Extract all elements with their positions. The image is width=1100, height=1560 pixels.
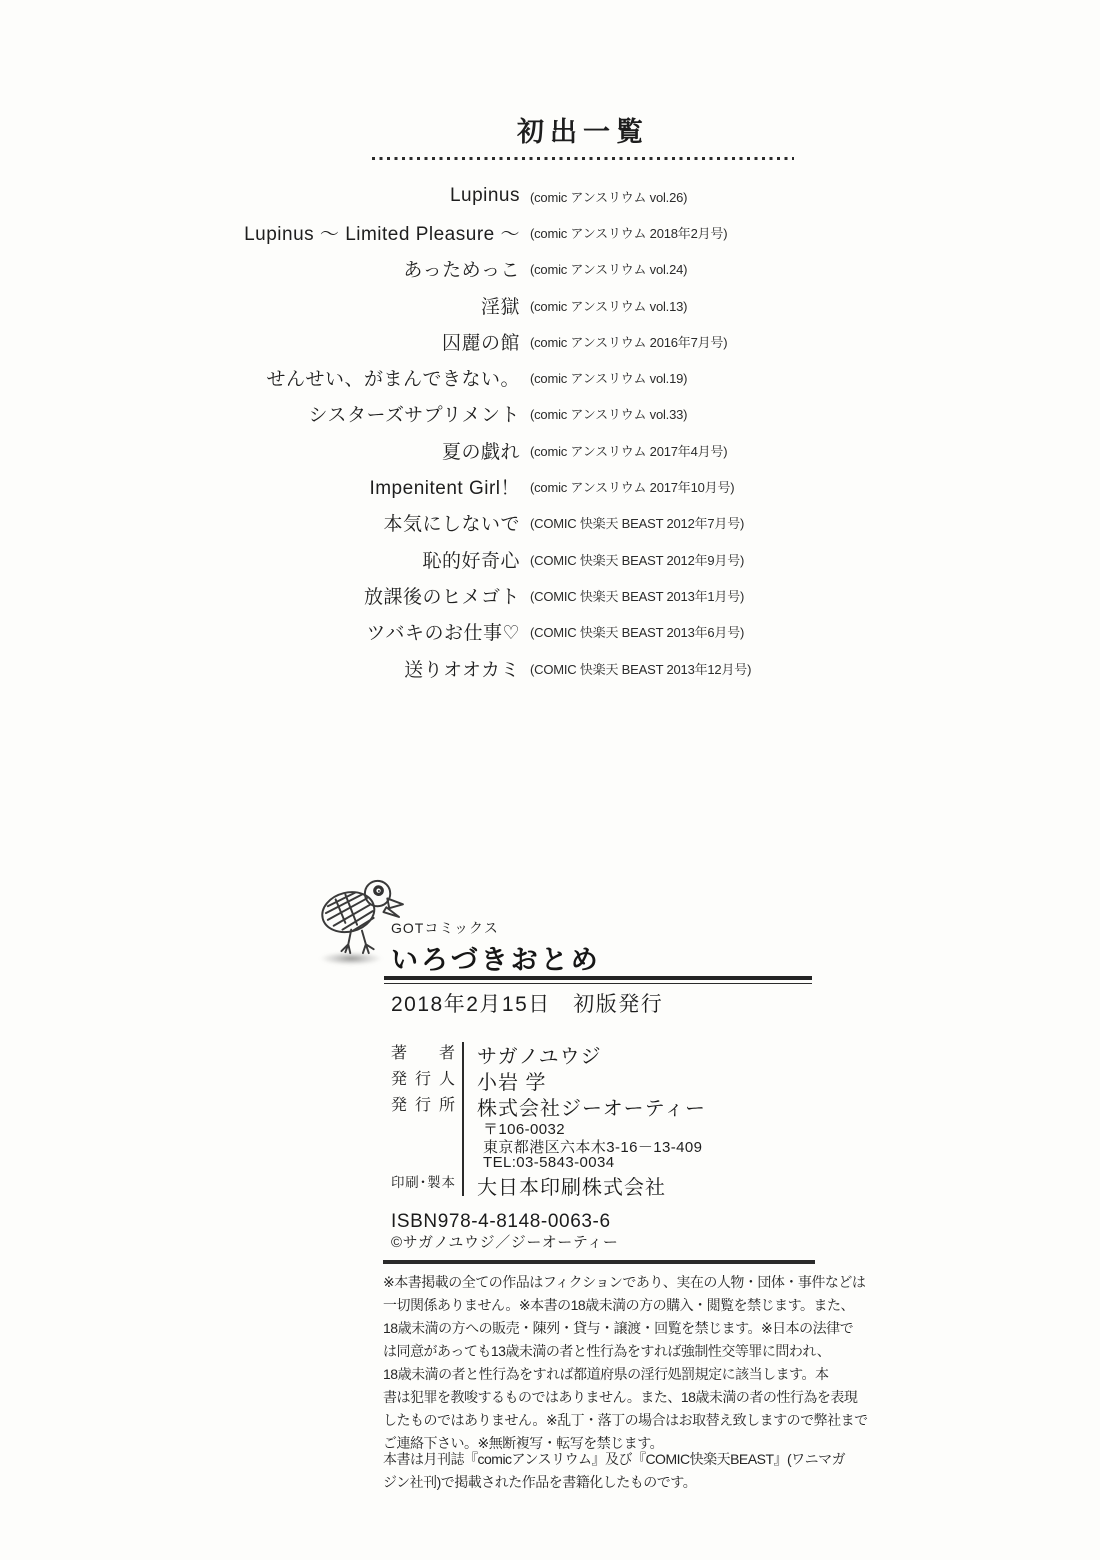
- edition-date: 2018年2月15日 初版発行: [391, 993, 664, 1016]
- credit-value: 小岩 学: [477, 1072, 547, 1094]
- credit-row-publisher-company: [391, 1092, 706, 1121]
- work-source: (COMIC 快楽天 BEAST 2012年7月号): [530, 516, 745, 532]
- credit-value: 株式会社ジーオーティー: [477, 1098, 706, 1120]
- dotted-divider: [372, 157, 794, 160]
- source-note-paragraph: [383, 1449, 846, 1495]
- credit-row-printer: [391, 1171, 666, 1200]
- work-title: 恥的好奇心: [422, 550, 520, 572]
- disclaimer-line: は同意があっても13歳未満の者と性行為をすれば強制性交等罪に問われ、: [383, 1343, 831, 1359]
- list-item: [60, 650, 1020, 686]
- credit-label: 発行所: [391, 1097, 455, 1114]
- work-source: (COMIC 快楽天 BEAST 2013年12月号): [530, 661, 752, 677]
- work-source: (COMIC 快楽天 BEAST 2012年9月号): [530, 552, 745, 568]
- disclaimer-line: ご連絡下さい。※無断複写・転写を禁じます。: [383, 1435, 664, 1451]
- list-item: [60, 614, 1020, 650]
- title-underline: [384, 976, 812, 984]
- work-source: (comic アンスリウム 2017年10月号): [530, 480, 735, 496]
- work-title: Lupinus: [449, 185, 520, 207]
- work-title: 放課後のヒメゴト: [363, 586, 520, 608]
- work-source: (comic アンスリウム 2017年4月号): [530, 443, 728, 459]
- work-title: せんせい、がまんできない。: [266, 369, 520, 391]
- source-note-line: ジン社刊)で掲載された作品を書籍化したものです。: [383, 1474, 697, 1490]
- imprint-label: GOTコミックス: [391, 920, 499, 936]
- credit-value: 大日本印刷株式会社: [477, 1177, 666, 1199]
- work-title: 淫獄: [480, 296, 520, 318]
- credit-label: 発行人: [391, 1071, 455, 1088]
- list-item: [60, 541, 1020, 577]
- list-item: [60, 251, 1020, 287]
- work-source: (comic アンスリウム vol.33): [530, 407, 688, 423]
- work-title: ツバキのお仕事♡: [366, 623, 520, 645]
- work-title: あっためっこ: [403, 260, 520, 282]
- isbn: ISBN978-4-8148-0063-6: [391, 1211, 611, 1232]
- list-item: [60, 505, 1020, 541]
- work-title: 送りオオカミ: [404, 659, 520, 681]
- list-item: [60, 432, 1020, 468]
- book-title: いろづきおとめ: [391, 945, 601, 975]
- work-title: Lupinus ～ Limited Pleasure ～: [244, 223, 520, 245]
- work-title: 夏の戯れ: [441, 441, 520, 463]
- list-item: [60, 396, 1020, 432]
- list-item: [60, 287, 1020, 323]
- list-item: [60, 323, 1020, 359]
- work-source: (comic アンスリウム vol.13): [530, 298, 688, 314]
- disclaimer-line: したものではありません。※乱丁・落丁の場合はお取替え致しますので弊社まで: [383, 1412, 868, 1428]
- list-item: [60, 359, 1020, 395]
- work-source: (comic アンスリウム 2018年2月号): [530, 225, 728, 241]
- work-title: 本気にしないで: [383, 514, 520, 536]
- work-title: シスターズサプリメント: [308, 405, 520, 427]
- copyright: ©サガノユウジ／ジーオーティー: [391, 1234, 619, 1251]
- credit-row-publisher-person: [391, 1066, 547, 1095]
- list-item: [60, 178, 1020, 214]
- disclaimer-line: ※本書掲載の全ての作品はフィクションであり、実在の人物・団体・事件などは: [383, 1274, 866, 1290]
- disclaimer-line: 一切関係ありません。※本書の18歳未満の方の購入・閲覧を禁じます。また、: [383, 1297, 855, 1313]
- work-source: (comic アンスリウム vol.19): [530, 371, 688, 387]
- work-title: 囚麗の館: [441, 332, 520, 354]
- work-source: (COMIC 快楽天 BEAST 2013年1月号): [530, 588, 745, 604]
- credit-value: サガノユウジ: [477, 1046, 602, 1068]
- list-item: [60, 468, 1020, 504]
- disclaimer-line: 18歳未満の方への販売・陳列・貸与・譲渡・回覧を禁じます。※日本の法律で: [383, 1320, 854, 1336]
- work-source: (comic アンスリウム vol.26): [530, 189, 688, 205]
- source-note-line: 本書は月刊誌『comicアンスリウム』及び『COMIC快楽天BEAST』(ワニマガ: [383, 1451, 846, 1467]
- disclaimer-line: 書は犯罪を教唆するものではありません。また、18歳未満の者の性行為を表現: [383, 1389, 858, 1405]
- first-publication-list: [60, 178, 1020, 686]
- list-item: [60, 577, 1020, 613]
- work-title: Impenitent Girl！: [369, 478, 520, 500]
- phone-number: TEL:03-5843-0034: [483, 1154, 615, 1171]
- work-source: (COMIC 快楽天 BEAST 2013年6月号): [530, 625, 745, 641]
- page-title: 初出一覧: [517, 117, 649, 147]
- disclaimer-paragraph: [383, 1272, 868, 1456]
- credit-label: 著者: [391, 1045, 455, 1062]
- work-source: (comic アンスリウム 2016年7月号): [530, 334, 728, 350]
- list-item: [60, 214, 1020, 250]
- notice-top-rule: [383, 1260, 815, 1264]
- work-source: (comic アンスリウム vol.24): [530, 262, 688, 278]
- credit-row-author: [391, 1040, 602, 1069]
- credit-label: 印刷･製本: [391, 1175, 455, 1190]
- postal-code: 〒106-0032: [483, 1121, 565, 1138]
- disclaimer-line: 18歳未満の者と性行為をすれば都道府県の淫行処罰規定に該当します。本: [383, 1366, 829, 1382]
- address: 東京都港区六本木3-16－13-409: [483, 1139, 703, 1156]
